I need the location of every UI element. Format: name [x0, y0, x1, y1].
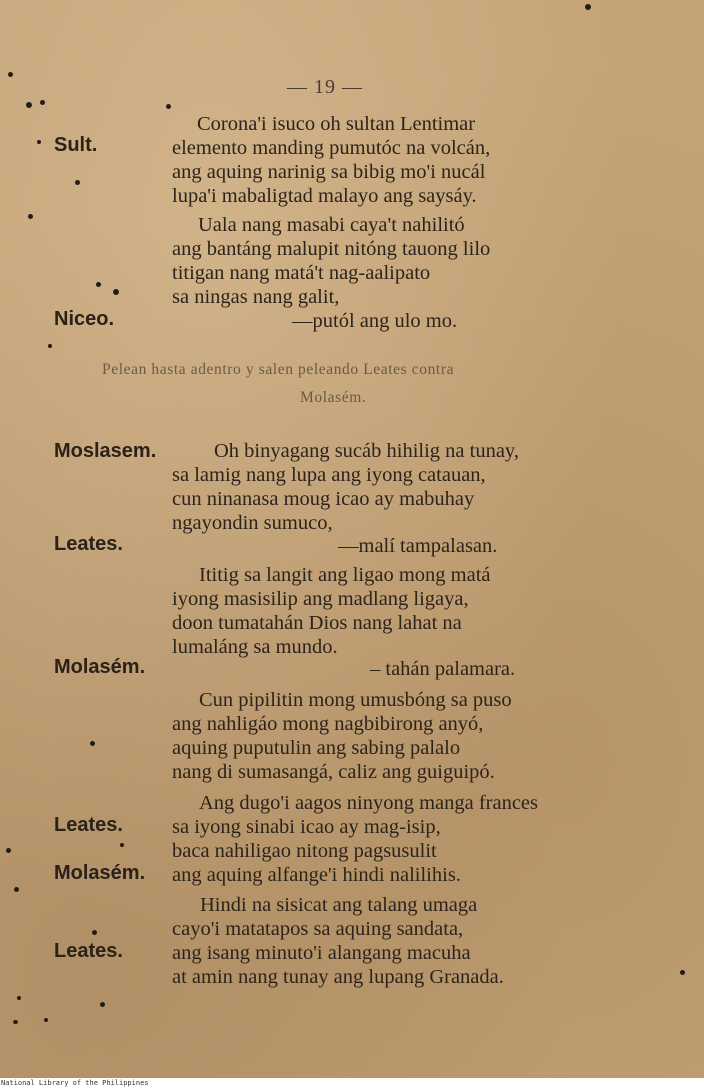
ink-speck — [96, 282, 101, 287]
ink-speck — [90, 741, 95, 746]
ink-speck — [14, 887, 19, 892]
speaker-leates: Leates. — [54, 814, 123, 836]
library-footer: National Library of the Philippines — [0, 1078, 704, 1088]
speaker-niceo: Niceo. — [54, 308, 115, 330]
verse-line: – tahán palamara. — [370, 658, 516, 680]
verse-line: —malí tampalasan. — [338, 535, 498, 557]
ink-speck — [585, 4, 591, 10]
verse-line: aquing puputulin ang sabing palalo — [172, 737, 461, 759]
verse-line: sa ningas nang galit, — [172, 286, 340, 308]
verse-line: Oh binyagang sucáb hihilig na tunay, — [214, 440, 519, 462]
ink-speck — [17, 996, 21, 1000]
ink-speck — [8, 72, 13, 77]
ink-speck — [6, 848, 11, 853]
verse-line: Uala nang masabi caya't nahilitó — [198, 214, 465, 236]
ink-speck — [40, 100, 45, 105]
stage-direction: Molasém. — [300, 389, 367, 406]
speaker-moslasem: Moslasem. — [54, 440, 157, 462]
verse-line: lupa'i mabaligtad malayo ang saysáy. — [172, 185, 477, 207]
verse-line: Ang dugo'i aagos ninyong manga frances — [199, 792, 539, 814]
speaker-molasem: Molasém. — [54, 656, 146, 678]
verse-line: cayo'i matatapos sa aquing sandata, — [172, 918, 464, 940]
verse-line: ang bantáng malupit nitóng tauong lilo — [172, 238, 491, 260]
verse-line: lumaláng sa mundo. — [172, 636, 338, 658]
ink-speck — [113, 289, 119, 295]
ink-speck — [92, 930, 97, 935]
ink-speck — [26, 102, 32, 108]
verse-line: sa iyong sinabi icao ay mag-isip, — [172, 816, 441, 838]
verse-line: ang isang minuto'i alangang macuha — [172, 942, 471, 964]
stage-direction: Pelean hasta adentro y salen peleando Leates contra — [102, 361, 455, 378]
verse-line: Corona'i isuco oh sultan Lentimar — [197, 113, 476, 135]
verse-line: cun ninanasa moug icao ay mabuhay — [172, 488, 475, 510]
ink-speck — [48, 344, 52, 348]
speaker-sult: Sult. — [54, 134, 98, 156]
verse-line: elemento manding pumutóc na volcán, — [172, 137, 491, 159]
verse-line: baca nahiligao nitong pagsusulit — [172, 840, 437, 862]
ink-speck — [44, 1018, 48, 1022]
verse-line: Hindi na sisicat ang talang umaga — [200, 894, 478, 916]
page-number: — 19 — — [287, 76, 363, 98]
verse-line: titigan nang matá't nag-aalipato — [172, 262, 431, 284]
verse-line: sa lamig nang lupa ang iyong catauan, — [172, 464, 486, 486]
verse-line: iyong masisilip ang madlang ligaya, — [172, 588, 469, 610]
speaker-leates: Leates. — [54, 940, 123, 962]
ink-speck — [166, 104, 171, 109]
ink-speck — [100, 1002, 105, 1007]
speaker-leates: Leates. — [54, 533, 123, 555]
verse-line: —putól ang ulo mo. — [292, 310, 458, 332]
verse-line: doon tumatahán Dios nang lahat na — [172, 612, 462, 634]
ink-speck — [37, 140, 41, 144]
verse-line: ang aquing narinig sa bibig mo'i nucál — [172, 161, 486, 183]
verse-line: at amin nang tunay ang lupang Granada. — [172, 966, 504, 988]
verse-line: nang di sumasangá, caliz ang guiguipó. — [172, 761, 495, 783]
ink-speck — [120, 843, 124, 847]
ink-speck — [75, 180, 80, 185]
verse-line: ang aquing alfange'i hindi nalilihis. — [172, 864, 461, 886]
speaker-molasem: Molasém. — [54, 862, 146, 884]
verse-line: Cun pipilitin mong umusbóng sa puso — [199, 689, 512, 711]
ink-speck — [680, 970, 685, 975]
verse-line: Ititig sa langit ang ligao mong matá — [199, 564, 491, 586]
ink-speck — [13, 1020, 18, 1024]
verse-line: ang nahligáo mong nagbibirong anyó, — [172, 713, 484, 735]
ink-speck — [28, 214, 33, 219]
verse-line: ngayondin sumuco, — [172, 512, 333, 534]
